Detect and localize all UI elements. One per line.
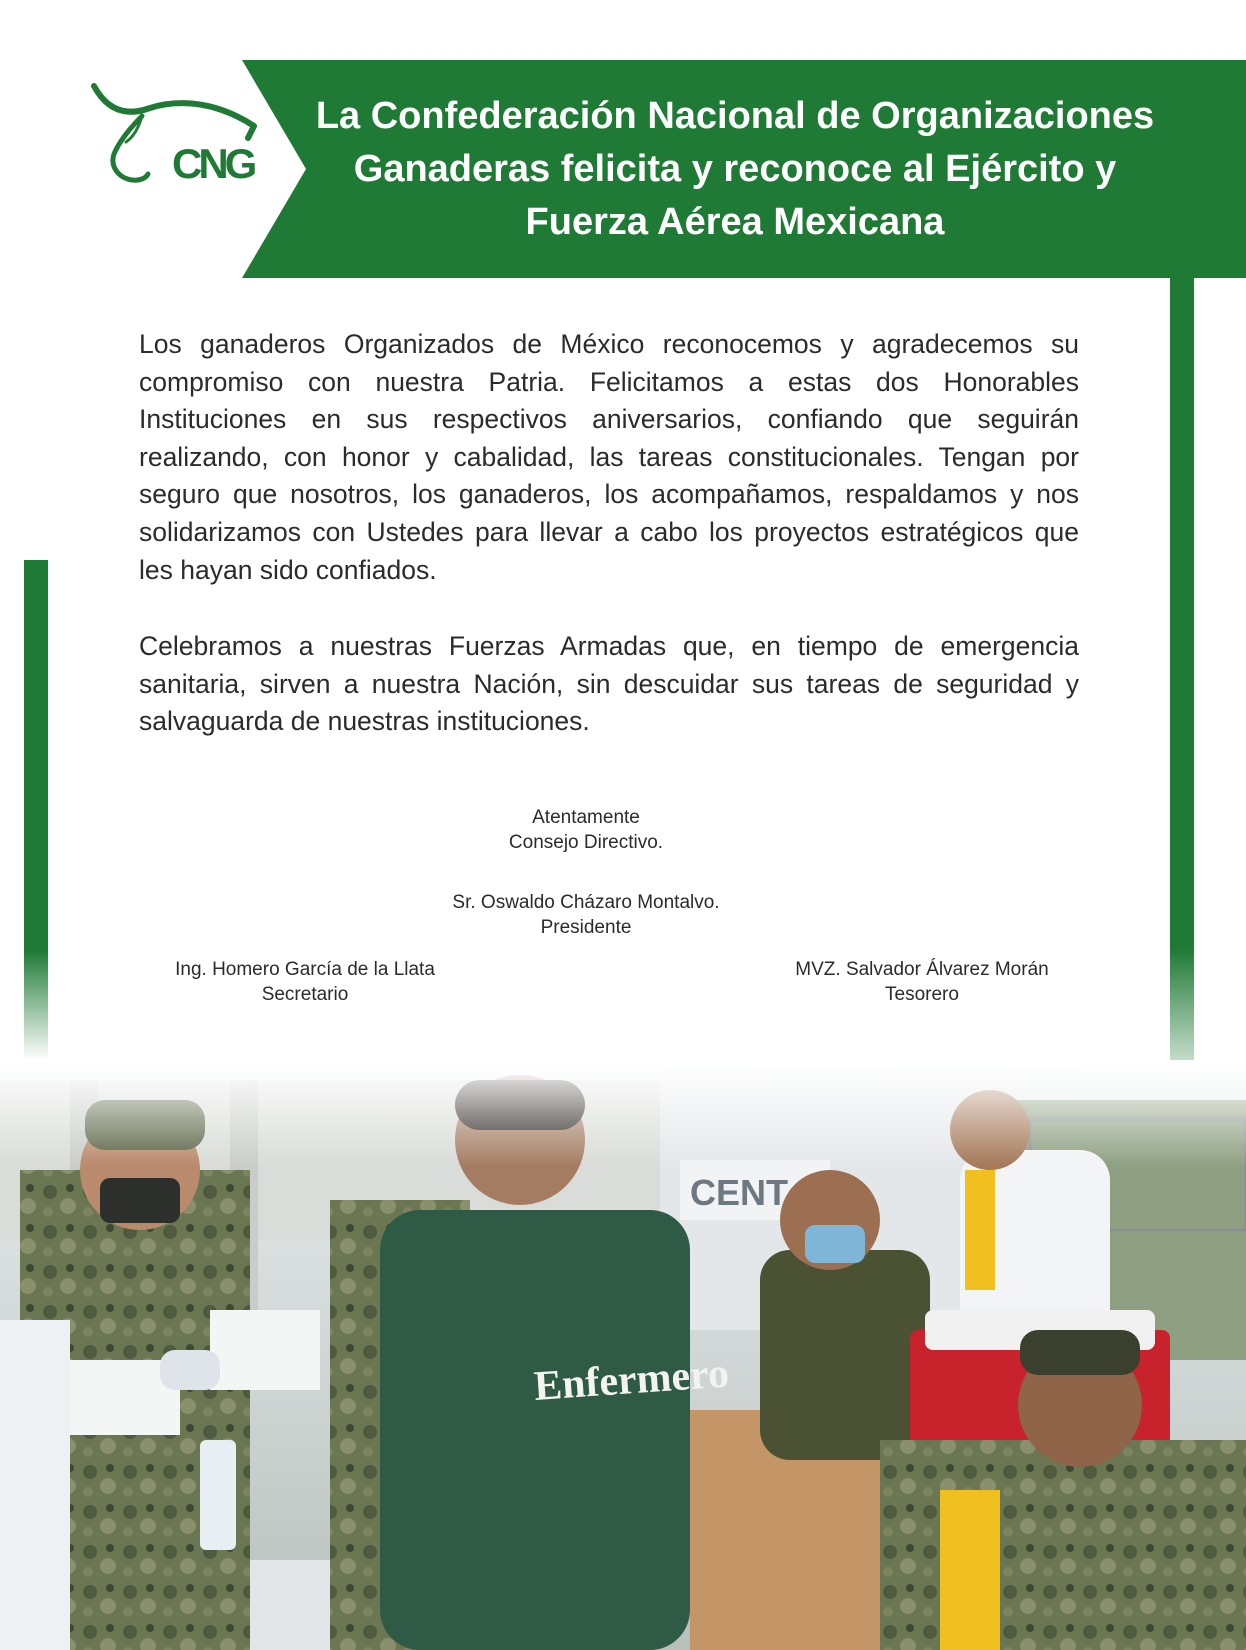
right-accent-bar bbox=[1170, 260, 1194, 1100]
logo-text: CNG bbox=[172, 140, 254, 187]
signature-president bbox=[386, 890, 786, 940]
treasurer-title: Tesorero bbox=[885, 984, 959, 1005]
page-title: La Confederación Nacional de Organizaciones Ganaderas felicita y reconoce al Ejército y Fuerza Aérea Mexicana bbox=[315, 94, 1155, 243]
president-name: Sr. Oswaldo Cházaro Montalvo. bbox=[452, 892, 720, 913]
signature-secretary bbox=[125, 957, 485, 1007]
closing-text: Atentamente bbox=[532, 807, 640, 828]
body-paragraph-1: Los ganaderos Organizados de México reconocemos y agradecemos su compromiso con nuestra Patria. Felicitamos a estas dos Honorables Instituciones en sus respectivos aniversarios, confiando que seguirán realizando, con honor y cabalidad, las tareas constitucionales. Tengan por seguro que nosotros, los ganaderos, los acompañamos, respaldamos y nos solidarizamos con Ustedes para llevar a cabo los proyectos estratégicos que les hayan sido confiados. bbox=[139, 329, 1079, 585]
secretary-name: Ing. Homero García de la Llata bbox=[175, 959, 435, 980]
body-paragraph-2: Celebramos a nuestras Fuerzas Armadas que, en tiempo de emergencia sanitaria, sirven a nuestra Nación, sin descuidar sus tareas de seguridad y salvaguarda de nuestras instituciones. bbox=[139, 631, 1079, 737]
signature-closing bbox=[436, 805, 736, 855]
vaccination-photo bbox=[0, 1060, 1246, 1650]
president-title: Presidente bbox=[540, 917, 632, 938]
treasurer-name: MVZ. Salvador Álvarez Morán bbox=[795, 959, 1049, 980]
cng-logo bbox=[88, 82, 268, 192]
secretary-title: Secretario bbox=[261, 984, 349, 1005]
top-fade bbox=[0, 1060, 1246, 1650]
bull-head-icon bbox=[113, 116, 148, 180]
left-accent-bar bbox=[24, 560, 48, 1060]
bull-horn-icon bbox=[94, 86, 254, 138]
council-text: Consejo Directivo. bbox=[508, 832, 664, 853]
signature-treasurer bbox=[742, 957, 1102, 1007]
